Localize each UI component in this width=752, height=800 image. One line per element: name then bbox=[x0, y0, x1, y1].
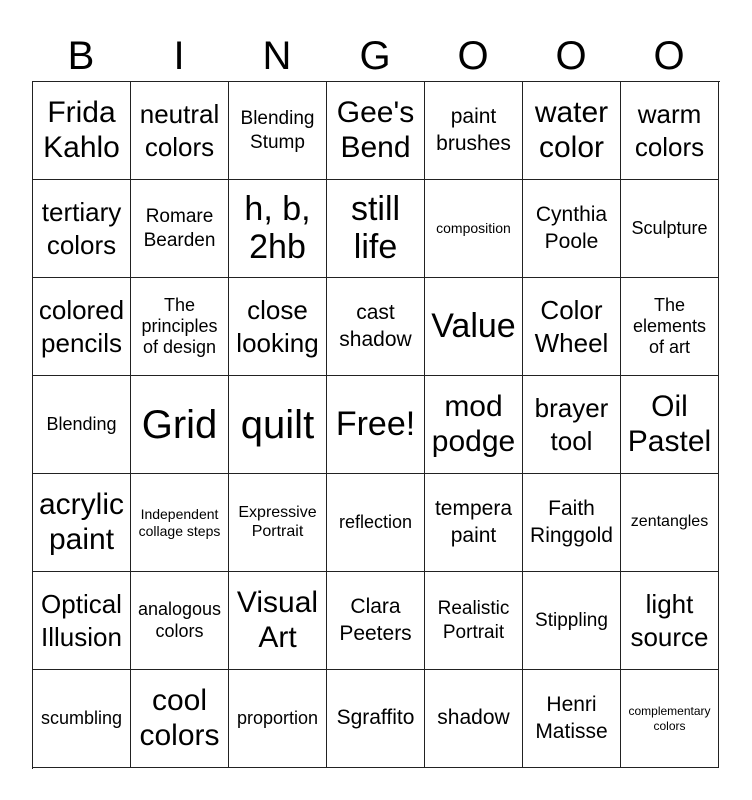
cell-text: scumbling bbox=[40, 707, 123, 728]
bingo-cell[interactable] bbox=[621, 376, 719, 474]
bingo-cell[interactable] bbox=[131, 474, 229, 572]
cell-text: The elements of art bbox=[632, 294, 707, 358]
bingo-cell[interactable] bbox=[523, 180, 621, 278]
bingo-cell[interactable] bbox=[131, 376, 229, 474]
cell-text: neutral colors bbox=[139, 99, 220, 162]
cell-text: acrylic paint bbox=[38, 488, 124, 556]
cell-text: Blending Stump bbox=[240, 107, 315, 153]
bingo-cell[interactable] bbox=[425, 670, 523, 768]
cell-text: The principles of design bbox=[141, 294, 218, 358]
cell-text: Color Wheel bbox=[534, 295, 609, 358]
cell-text: Oil Pastel bbox=[627, 390, 712, 458]
cell-text: colored pencils bbox=[38, 295, 125, 358]
cell-text: Cynthia Poole bbox=[535, 203, 608, 253]
bingo-cell[interactable] bbox=[33, 180, 131, 278]
cell-text: shadow bbox=[437, 706, 510, 730]
cell-text: Clara Peeters bbox=[339, 595, 412, 645]
bingo-cell[interactable] bbox=[425, 180, 523, 278]
header-letter: O bbox=[457, 34, 489, 78]
bingo-cell[interactable] bbox=[33, 82, 131, 180]
header-letter: G bbox=[359, 34, 391, 78]
cell-text: Visual Art bbox=[236, 586, 319, 654]
cell-text: reflection bbox=[338, 511, 413, 532]
header-letter: N bbox=[262, 34, 292, 78]
bingo-cell[interactable] bbox=[327, 180, 425, 278]
cell-text: proportion bbox=[236, 707, 319, 728]
bingo-cell[interactable] bbox=[229, 180, 327, 278]
bingo-cell[interactable] bbox=[621, 278, 719, 376]
cell-text: Grid bbox=[141, 402, 218, 447]
bingo-cell[interactable] bbox=[425, 474, 523, 572]
bingo-cell[interactable] bbox=[425, 82, 523, 180]
cell-text: tertiary colors bbox=[41, 197, 122, 260]
bingo-cell[interactable] bbox=[621, 180, 719, 278]
header-letter: I bbox=[173, 34, 185, 78]
bingo-cell[interactable] bbox=[327, 670, 425, 768]
bingo-cell[interactable] bbox=[33, 278, 131, 376]
bingo-cell[interactable] bbox=[425, 572, 523, 670]
cell-text: Frida Kahlo bbox=[43, 96, 120, 164]
bingo-cell[interactable] bbox=[523, 376, 621, 474]
bingo-cell[interactable] bbox=[229, 670, 327, 768]
bingo-cell[interactable] bbox=[621, 670, 719, 768]
bingo-cell[interactable] bbox=[131, 670, 229, 768]
bingo-board bbox=[32, 81, 720, 769]
cell-text: Value bbox=[431, 306, 516, 345]
bingo-cell[interactable] bbox=[425, 376, 523, 474]
cell-text: still life bbox=[350, 190, 401, 266]
bingo-cell[interactable] bbox=[327, 82, 425, 180]
bingo-cell[interactable] bbox=[229, 376, 327, 474]
cell-text: Gee's Bend bbox=[336, 96, 415, 164]
cell-text: Romare Bearden bbox=[143, 205, 216, 251]
bingo-cell[interactable] bbox=[131, 278, 229, 376]
cell-text: brayer tool bbox=[534, 393, 609, 456]
cell-text: Stippling bbox=[535, 609, 608, 631]
bingo-cell[interactable] bbox=[229, 278, 327, 376]
cell-text: paint brushes bbox=[436, 105, 511, 155]
cell-text: Free! bbox=[335, 404, 416, 443]
bingo-cell[interactable] bbox=[425, 278, 523, 376]
bingo-cell[interactable] bbox=[523, 82, 621, 180]
cell-text: water color bbox=[534, 96, 609, 164]
cell-text: cool colors bbox=[139, 684, 220, 752]
bingo-cell[interactable] bbox=[229, 82, 327, 180]
cell-text: Expressive Portrait bbox=[238, 503, 317, 540]
bingo-cell[interactable] bbox=[523, 670, 621, 768]
cell-text: tempera paint bbox=[434, 497, 513, 547]
bingo-cell[interactable] bbox=[327, 572, 425, 670]
cell-text: Independent collage steps bbox=[138, 505, 221, 539]
cell-text: light source bbox=[630, 589, 709, 652]
bingo-cell[interactable] bbox=[33, 376, 131, 474]
header-letter: B bbox=[67, 34, 95, 78]
bingo-cell[interactable] bbox=[131, 180, 229, 278]
bingo-cell[interactable] bbox=[327, 278, 425, 376]
bingo-cell[interactable] bbox=[131, 572, 229, 670]
cell-text: analogous colors bbox=[137, 599, 222, 641]
bingo-cell[interactable] bbox=[229, 474, 327, 572]
bingo-cell[interactable] bbox=[33, 572, 131, 670]
bingo-cell[interactable] bbox=[327, 474, 425, 572]
bingo-cell[interactable] bbox=[327, 376, 425, 474]
header-letter: O bbox=[555, 34, 587, 78]
cell-text: complementary colors bbox=[628, 704, 711, 733]
bingo-cell[interactable] bbox=[33, 670, 131, 768]
bingo-cell[interactable] bbox=[523, 572, 621, 670]
bingo-cell[interactable] bbox=[33, 474, 131, 572]
bingo-cell[interactable] bbox=[229, 572, 327, 670]
bingo-cell[interactable] bbox=[131, 82, 229, 180]
cell-text: close looking bbox=[236, 295, 319, 358]
cell-text: quilt bbox=[240, 402, 315, 447]
cell-text: composition bbox=[436, 220, 511, 237]
cell-text: h, b, 2hb bbox=[244, 190, 311, 266]
cell-text: cast shadow bbox=[339, 301, 412, 351]
header-letter: O bbox=[653, 34, 685, 78]
bingo-cell[interactable] bbox=[621, 474, 719, 572]
cell-text: Optical Illusion bbox=[41, 589, 122, 652]
cell-text: Sgraffito bbox=[336, 706, 415, 730]
cell-text: warm colors bbox=[634, 99, 705, 162]
cell-text: Henri Matisse bbox=[535, 693, 608, 743]
bingo-cell[interactable] bbox=[523, 278, 621, 376]
bingo-header bbox=[32, 30, 718, 82]
cell-text: mod podge bbox=[431, 390, 516, 458]
cell-text: Sculpture bbox=[631, 217, 708, 238]
cell-text: Blending bbox=[46, 413, 117, 434]
cell-text: zentangles bbox=[630, 513, 709, 531]
cell-text: Faith Ringgold bbox=[530, 497, 613, 547]
cell-text: Realistic Portrait bbox=[437, 597, 510, 643]
bingo-cell[interactable] bbox=[621, 82, 719, 180]
bingo-cell[interactable] bbox=[523, 474, 621, 572]
bingo-cell[interactable] bbox=[621, 572, 719, 670]
